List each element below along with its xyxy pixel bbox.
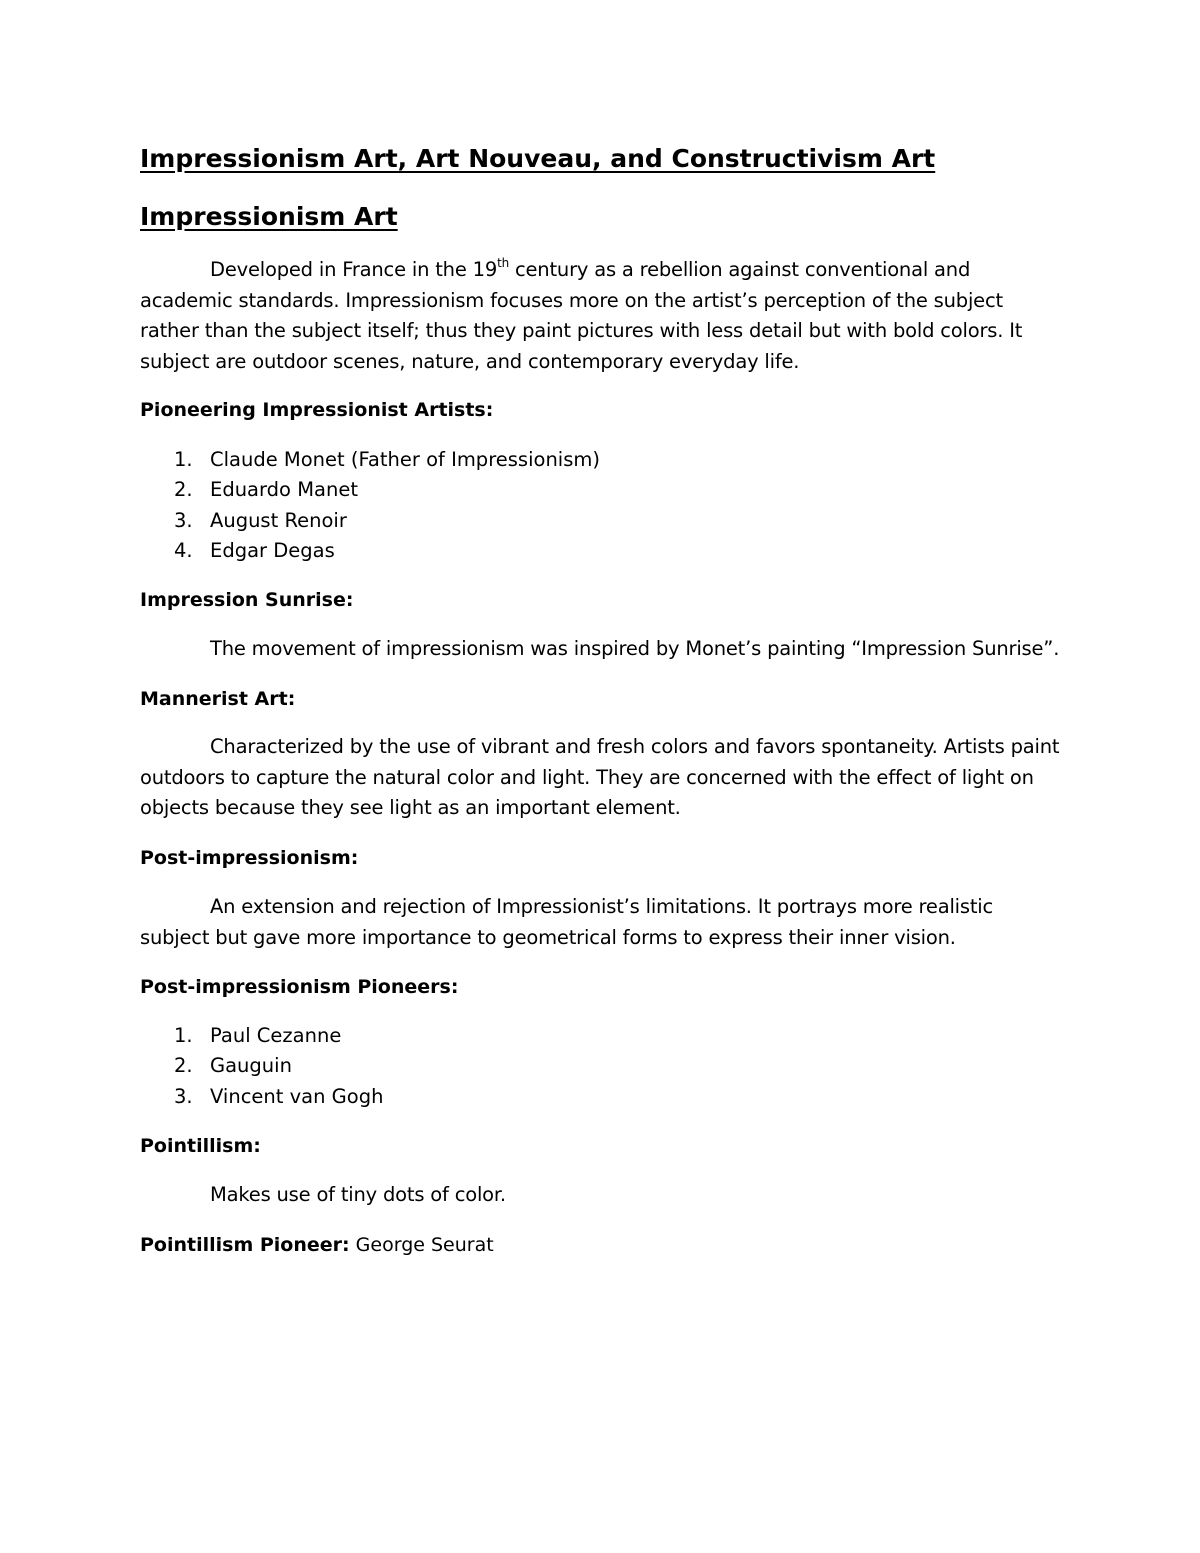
mannerist-label: Mannerist Art:: [140, 688, 296, 710]
mannerist-text: Characterized by the use of vibrant and fresh colors and favors spontaneity. Artists paint outdoors to capture the natural color and light. They are concerned with the effect of light on objects because they see light as an important element.: [140, 735, 1060, 819]
pointillism-label: Pointillism:: [140, 1135, 261, 1157]
impression-sunrise-label: Impression Sunrise:: [140, 589, 354, 611]
list-item-text: Claude Monet (Father of Impressionism): [210, 448, 600, 471]
list-item: [140, 536, 600, 566]
list-item-text: Vincent van Gogh: [210, 1084, 384, 1108]
intro-text-part1: Developed in France in the 19: [210, 258, 498, 281]
list-item: [140, 1051, 383, 1081]
list-number: 3.: [174, 1084, 193, 1108]
post-impressionism-label: Post-impressionism:: [140, 847, 359, 869]
list-item: [140, 506, 600, 536]
pointillism-pioneer-label: Pointillism Pioneer:: [140, 1234, 350, 1256]
list-item-text: Paul Cezanne: [210, 1024, 342, 1047]
list-item-text: Gauguin: [210, 1054, 292, 1078]
pointillism-pioneer-value: George Seurat: [349, 1234, 494, 1256]
list-item: [140, 445, 600, 475]
pointillism-text: Makes use of tiny dots of color.: [210, 1183, 506, 1206]
list-item-text: Eduardo Manet: [210, 478, 358, 502]
list-number: 3.: [174, 508, 193, 532]
list-item-text: Edgar Degas: [210, 538, 335, 562]
list-number: 1.: [174, 1024, 193, 1047]
list-item: [140, 475, 600, 505]
intro-superscript: th: [497, 256, 509, 270]
document-title: Impressionism Art, Art Nouveau, and Constructivism Art: [140, 144, 936, 173]
list-number: 4.: [174, 538, 193, 562]
pioneers-label: Pioneering Impressionist Artists:: [140, 399, 494, 421]
list-item: [140, 1021, 383, 1051]
intro-text-part2: century as a rebellion against conventional and academic standards. Impressionism focuses more on the artist’s perception of the subject rather than the subject itself; thus they paint pictures with less detail but with bold colors. It subject are outdoor scenes, nature, and contemporary everyday life.: [140, 258, 1023, 373]
post-impressionism-text: An extension and rejection of Impressionist’s limitations. It portrays more realistic subject but gave more importance to geometrical forms to express their inner vision.: [140, 895, 994, 949]
list-number: 1.: [174, 448, 193, 471]
list-number: 2.: [174, 1054, 193, 1078]
list-item: [140, 1082, 383, 1112]
impression-sunrise-text: The movement of impressionism was inspired by Monet’s painting “Impression Sunrise”.: [210, 637, 1060, 660]
post-pioneers-label: Post-impressionism Pioneers:: [140, 976, 459, 998]
intro-paragraph: [140, 255, 1060, 377]
section-heading: Impressionism Art: [140, 202, 398, 231]
list-item-text: August Renoir: [210, 508, 347, 532]
list-number: 2.: [174, 478, 193, 502]
pointillism-pioneer-line: [140, 1230, 494, 1260]
pioneers-list: [140, 445, 600, 566]
post-pioneers-list: [140, 1021, 383, 1112]
